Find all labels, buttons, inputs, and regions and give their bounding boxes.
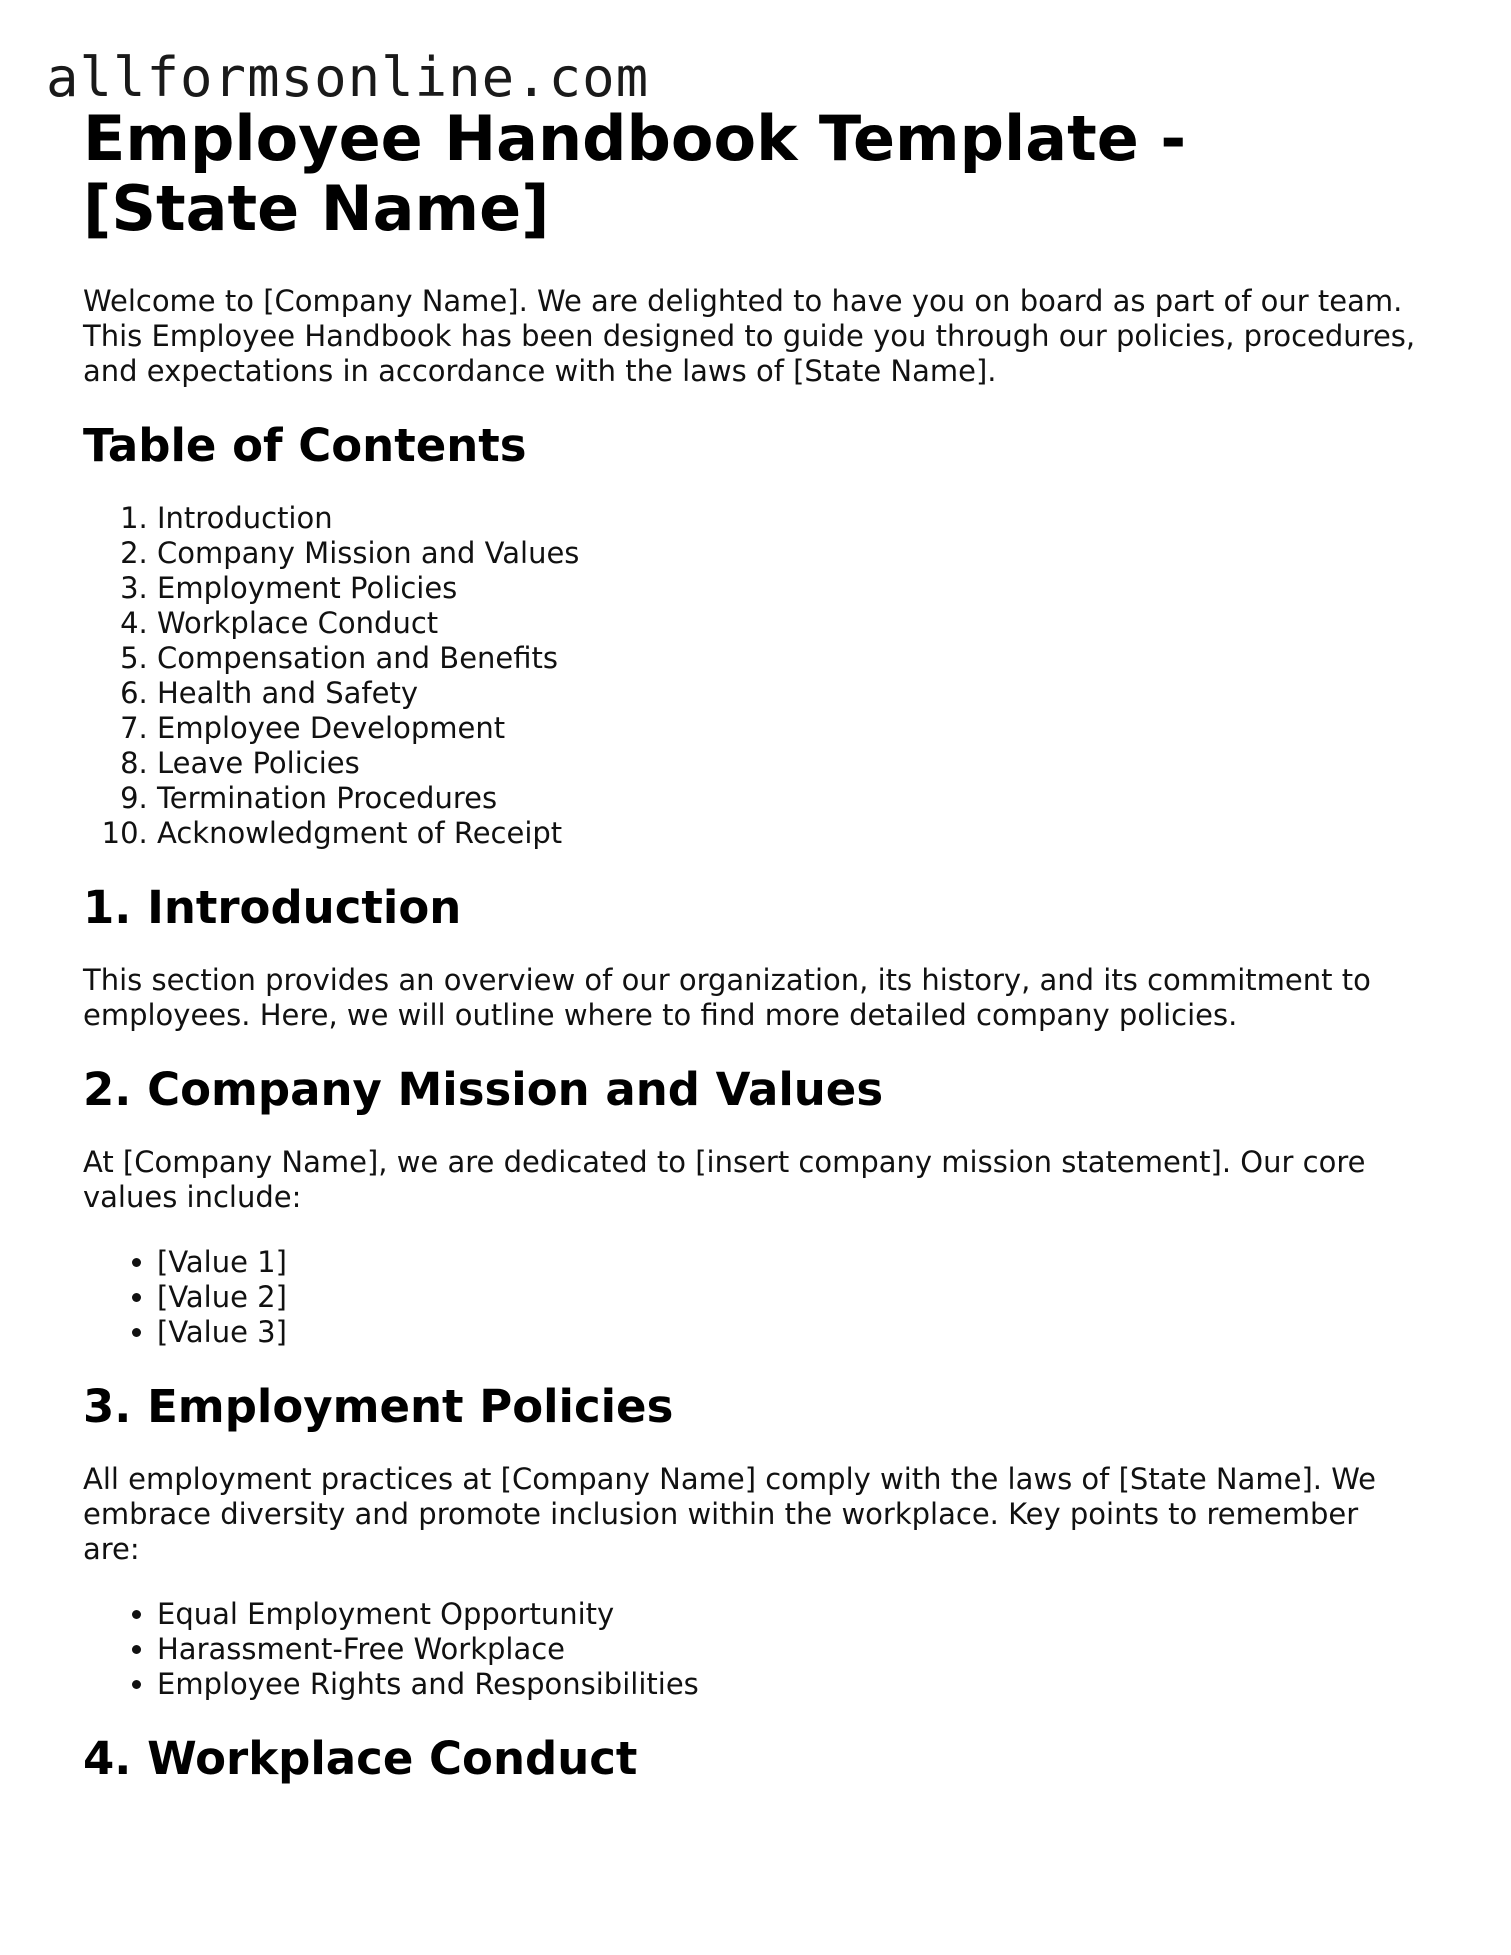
toc-item: 7. Employee Development [157, 711, 1423, 746]
toc-heading: Table of Contents [83, 419, 527, 472]
toc-item: 6. Health and Safety [157, 676, 1423, 711]
toc-item: 9. Termination Procedures [157, 781, 1423, 816]
intro-paragraph: Welcome to [Company Name]. We are delighted to have you on board as part of our team. This Employee Handbook has been designed to guide you through our policies, procedures, and expectations in accordance with the laws of [State Name]. [83, 284, 1416, 388]
value-item: • [Value 3] [157, 1315, 1423, 1350]
employment-point: • Employee Rights and Responsibilities [157, 1667, 1423, 1702]
employment-point: • Harassment-Free Workplace [157, 1632, 1423, 1667]
section-heading-mission: 2. Company Mission and Values [83, 1063, 884, 1116]
toc-item: 3. Employment Policies [157, 571, 1423, 606]
toc-item: 4. Workplace Conduct [157, 606, 1423, 641]
toc-list [83, 501, 1423, 851]
document-body [83, 104, 1423, 1814]
value-item: • [Value 2] [157, 1280, 1423, 1315]
section-heading-introduction: 1. Introduction [83, 881, 462, 934]
section-heading-conduct: 4. Workplace Conduct [83, 1732, 638, 1785]
toc-item: 8. Leave Policies [157, 746, 1423, 781]
toc-item: 1. Introduction [157, 501, 1423, 536]
employment-point: • Equal Employment Opportunity [157, 1597, 1423, 1632]
toc-item: 2. Company Mission and Values [157, 536, 1423, 571]
toc-item: 5. Compensation and Benefits [157, 641, 1423, 676]
section-body-employment: All employment practices at [Company Name] comply with the laws of [State Name]. We embrace diversity and promote inclusion within the workplace. Key points to remember are: [83, 1462, 1377, 1566]
section-heading-employment: 3. Employment Policies [83, 1380, 674, 1433]
value-item: • [Value 1] [157, 1245, 1423, 1280]
employment-points-list [83, 1597, 1423, 1702]
watermark: allformsonline.com [46, 46, 650, 109]
section-body-mission: At [Company Name], we are dedicated to [insert company mission statement]. Our core values include: [83, 1145, 1366, 1214]
section-body-introduction: This section provides an overview of our organization, its history, and its commitment to employees. Here, we will outline where to find more detailed company policies. [83, 963, 1371, 1032]
toc-item: 10. Acknowledgment of Receipt [157, 816, 1423, 851]
page-title: Employee Handbook Template - [State Name] [83, 102, 1187, 245]
values-list [83, 1245, 1423, 1350]
